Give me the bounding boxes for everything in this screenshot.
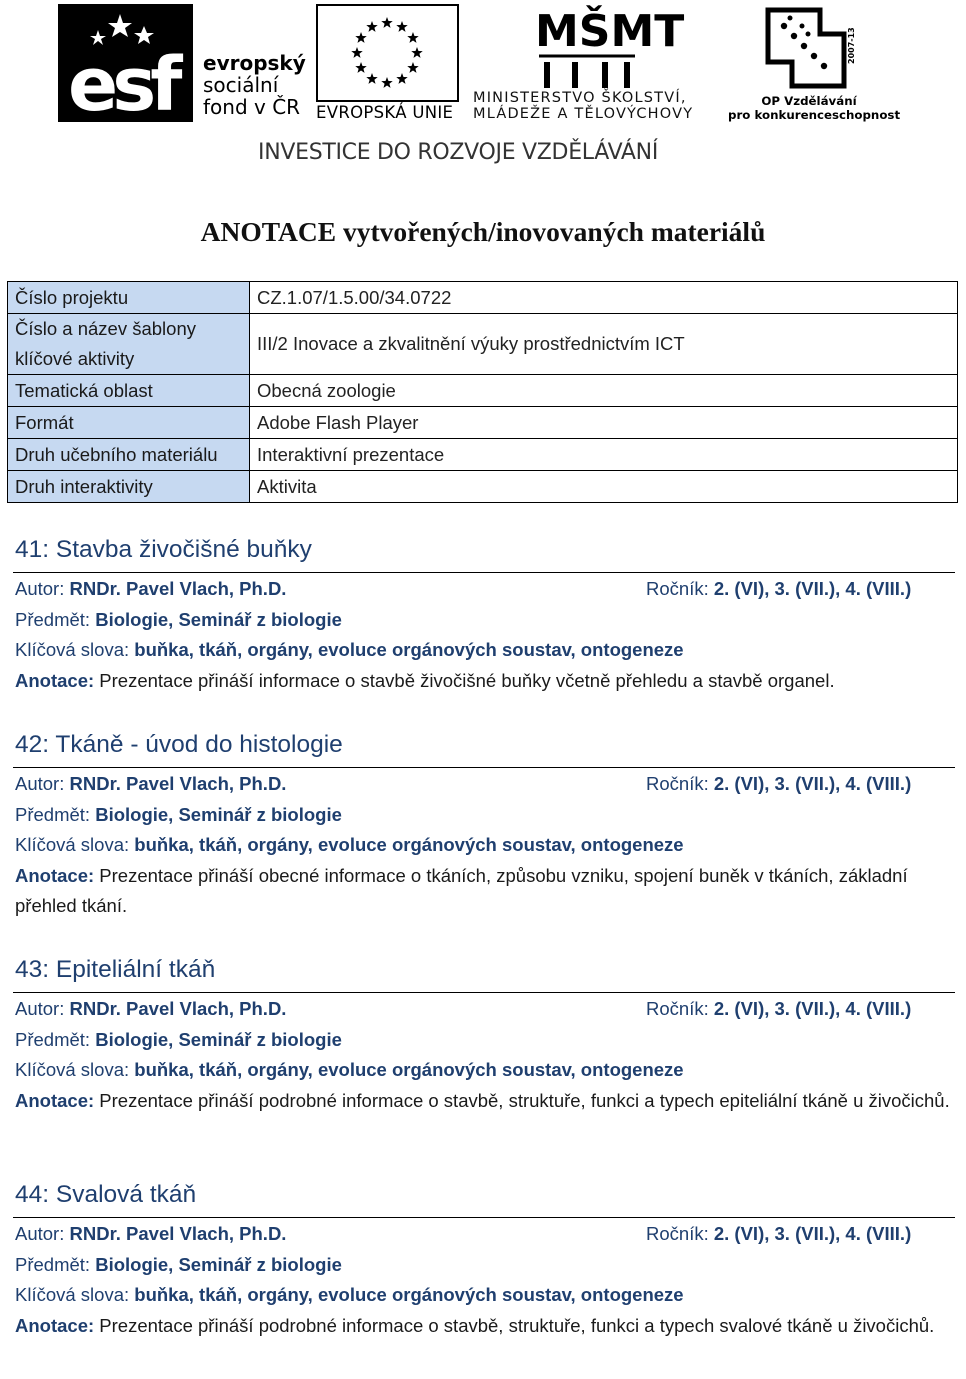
rocnik-value: 2. (VI), 3. (VII.), 4. (VIII.) xyxy=(713,1223,912,1244)
rocnik-label: Ročník: xyxy=(646,773,709,794)
msmt-logo xyxy=(535,4,685,90)
klicova-value: buňka, tkáň, orgány, evoluce orgánových soustav, ontogeneze xyxy=(134,834,684,855)
predmet-label: Předmět: xyxy=(15,803,91,825)
autor-line xyxy=(15,574,955,605)
info-value: CZ.1.07/1.5.00/34.0722 xyxy=(250,282,958,314)
info-value: Interaktivní prezentace xyxy=(250,439,958,471)
klicova-label: Klíčová slova: xyxy=(15,1059,130,1080)
autor-label: Autor: xyxy=(15,998,65,1019)
autor-label: Autor: xyxy=(15,773,65,794)
record-divider xyxy=(13,992,955,993)
klicova-value: buňka, tkáň, orgány, evoluce orgánových soustav, ontogeneze xyxy=(134,1059,684,1080)
record-title: 42: Tkáně - úvod do histologie xyxy=(15,731,343,758)
predmet-value: Biologie, Seminář z biologie xyxy=(95,608,342,630)
predmet-line xyxy=(15,1250,955,1281)
klicova-value: buňka, tkáň, orgány, evoluce orgánových soustav, ontogeneze xyxy=(134,639,684,660)
info-label: Číslo a název šablony klíčové aktivity xyxy=(8,314,250,375)
record-details xyxy=(15,574,955,696)
eu-stars-icon xyxy=(318,6,457,100)
msmt-line-1: MINISTERSTVO ŠKOLSTVÍ, xyxy=(473,90,687,106)
autor-line xyxy=(15,1219,955,1250)
klicova-line xyxy=(15,1280,955,1311)
record-details xyxy=(15,769,955,922)
eu-star-icon xyxy=(355,62,366,73)
info-row xyxy=(8,282,958,314)
anotace-value: Prezentace přináší informace o stavbě živočišné buňky včetně přehledu a stavbě organel. xyxy=(99,669,835,691)
anotace-label: Anotace: xyxy=(15,669,95,691)
esf-letters: esf xyxy=(68,42,177,128)
autor-value: RNDr. Pavel Vlach, Ph.D. xyxy=(69,998,287,1019)
rocnik-field xyxy=(646,1219,911,1250)
autor-value: RNDr. Pavel Vlach, Ph.D. xyxy=(69,773,287,794)
info-label: Číslo projektu xyxy=(8,282,250,314)
info-row xyxy=(8,471,958,503)
material-record xyxy=(0,954,960,1179)
investice-slogan: INVESTICE DO ROZVOJE VZDĚLÁVÁNÍ xyxy=(258,140,659,165)
msmt-line-2: MLÁDEŽE A TĚLOVÝCHOVY xyxy=(473,106,694,122)
klicova-value: buňka, tkáň, orgány, evoluce orgánových soustav, ontogeneze xyxy=(134,1284,684,1305)
anotace-label: Anotace: xyxy=(15,864,95,886)
klicova-label: Klíčová slova: xyxy=(15,639,130,660)
op-vzdelavani-logo xyxy=(762,4,862,94)
eu-star-icon xyxy=(407,32,418,43)
info-label: Tematická oblast xyxy=(8,375,250,407)
info-value: Adobe Flash Player xyxy=(250,407,958,439)
autor-label: Autor: xyxy=(15,1223,65,1244)
esf-caption xyxy=(203,52,306,118)
eu-star-icon xyxy=(381,17,392,28)
anotace-line xyxy=(15,666,955,697)
rocnik-field xyxy=(646,994,911,1025)
eu-star-icon xyxy=(351,47,362,58)
op-caption xyxy=(728,94,901,122)
msmt-logo-upper: MŠMT xyxy=(535,6,685,57)
op-line-1: OP Vzdělávání xyxy=(761,94,857,108)
eu-star-icon xyxy=(396,73,407,84)
info-value: III/2 Inovace a zkvalitnění výuky prostřednictvím ICT xyxy=(250,314,958,375)
eu-caption: EVROPSKÁ UNIE xyxy=(316,103,454,122)
anotace-line xyxy=(15,1086,955,1117)
info-row xyxy=(8,407,958,439)
info-label: Formát xyxy=(8,407,250,439)
rocnik-field xyxy=(646,769,911,800)
klicova-label: Klíčová slova: xyxy=(15,834,130,855)
info-label: Druh interaktivity xyxy=(8,471,250,503)
predmet-label: Předmět: xyxy=(15,1253,91,1275)
record-divider xyxy=(13,767,955,768)
record-divider xyxy=(13,572,955,573)
rocnik-label: Ročník: xyxy=(646,578,709,599)
anotace-label: Anotace: xyxy=(15,1314,95,1336)
anotace-line xyxy=(15,1311,955,1342)
anotace-value: Prezentace přináší obecné informace o tkáních, způsobu vzniku, spojení buněk v tkáních, základní přehled tkání. xyxy=(15,864,908,916)
material-records xyxy=(0,534,960,1379)
material-record xyxy=(0,534,960,729)
klicova-line xyxy=(15,830,955,861)
predmet-label: Předmět: xyxy=(15,608,91,630)
autor-value: RNDr. Pavel Vlach, Ph.D. xyxy=(69,578,287,599)
record-title: 41: Stavba živočišné buňky xyxy=(15,536,312,563)
anotace-line xyxy=(15,861,955,922)
esf-logo xyxy=(58,4,193,128)
page-title: ANOTACE vytvořených/inovovaných materiálů xyxy=(200,216,766,247)
eu-star-icon xyxy=(411,47,422,58)
klicova-label: Klíčová slova: xyxy=(15,1284,130,1305)
info-value: Aktivita xyxy=(250,471,958,503)
material-record xyxy=(0,729,960,954)
eu-star-icon xyxy=(381,77,392,88)
predmet-line xyxy=(15,605,955,636)
esf-line-1: evropský xyxy=(203,51,306,75)
record-details xyxy=(15,994,955,1116)
autor-line xyxy=(15,994,955,1025)
predmet-value: Biologie, Seminář z biologie xyxy=(95,803,342,825)
rocnik-label: Ročník: xyxy=(646,1223,709,1244)
predmet-label: Předmět: xyxy=(15,1028,91,1050)
info-row xyxy=(8,375,958,407)
eu-flag-logo xyxy=(316,4,459,102)
info-value: Obecná zoologie xyxy=(250,375,958,407)
autor-line xyxy=(15,769,955,800)
anotace-value: Prezentace přináší podrobné informace o stavbě, struktuře, funkci a typech svalové tkáně u živočichů. xyxy=(99,1314,935,1336)
msmt-caption xyxy=(473,90,693,122)
op-years: 2007-13 xyxy=(847,27,856,64)
project-info-table xyxy=(7,281,958,503)
eu-star-icon xyxy=(366,73,377,84)
material-record xyxy=(0,1179,960,1379)
eu-star-icon xyxy=(366,21,377,32)
predmet-value: Biologie, Seminář z biologie xyxy=(95,1028,342,1050)
anotace-value: Prezentace přináší podrobné informace o stavbě, struktuře, funkci a typech epiteliální tkáně u živočichů. xyxy=(99,1089,950,1111)
klicova-line xyxy=(15,1055,955,1086)
record-details xyxy=(15,1219,955,1341)
rocnik-field xyxy=(646,574,911,605)
rocnik-value: 2. (VI), 3. (VII.), 4. (VIII.) xyxy=(713,773,912,794)
op-line-2: pro konkurenceschopnost xyxy=(728,108,901,122)
autor-label: Autor: xyxy=(15,578,65,599)
klicova-line xyxy=(15,635,955,666)
eu-star-icon xyxy=(407,62,418,73)
eu-star-icon xyxy=(355,32,366,43)
rocnik-value: 2. (VI), 3. (VII.), 4. (VIII.) xyxy=(713,998,912,1019)
predmet-value: Biologie, Seminář z biologie xyxy=(95,1253,342,1275)
info-label: Druh učebního materiálu xyxy=(8,439,250,471)
rocnik-label: Ročník: xyxy=(646,998,709,1019)
info-row xyxy=(8,439,958,471)
record-title: 43: Epiteliální tkáň xyxy=(15,956,216,983)
rocnik-value: 2. (VI), 3. (VII.), 4. (VIII.) xyxy=(713,578,912,599)
predmet-line xyxy=(15,800,955,831)
anotace-label: Anotace: xyxy=(15,1089,95,1111)
esf-line-2: sociální xyxy=(203,73,279,97)
predmet-line xyxy=(15,1025,955,1056)
info-row xyxy=(8,314,958,375)
record-divider xyxy=(13,1217,955,1218)
esf-line-3: fond v ČR xyxy=(203,95,301,119)
logo-banner xyxy=(0,0,960,175)
autor-value: RNDr. Pavel Vlach, Ph.D. xyxy=(69,1223,287,1244)
eu-star-icon xyxy=(396,21,407,32)
record-title: 44: Svalová tkáň xyxy=(15,1181,197,1208)
